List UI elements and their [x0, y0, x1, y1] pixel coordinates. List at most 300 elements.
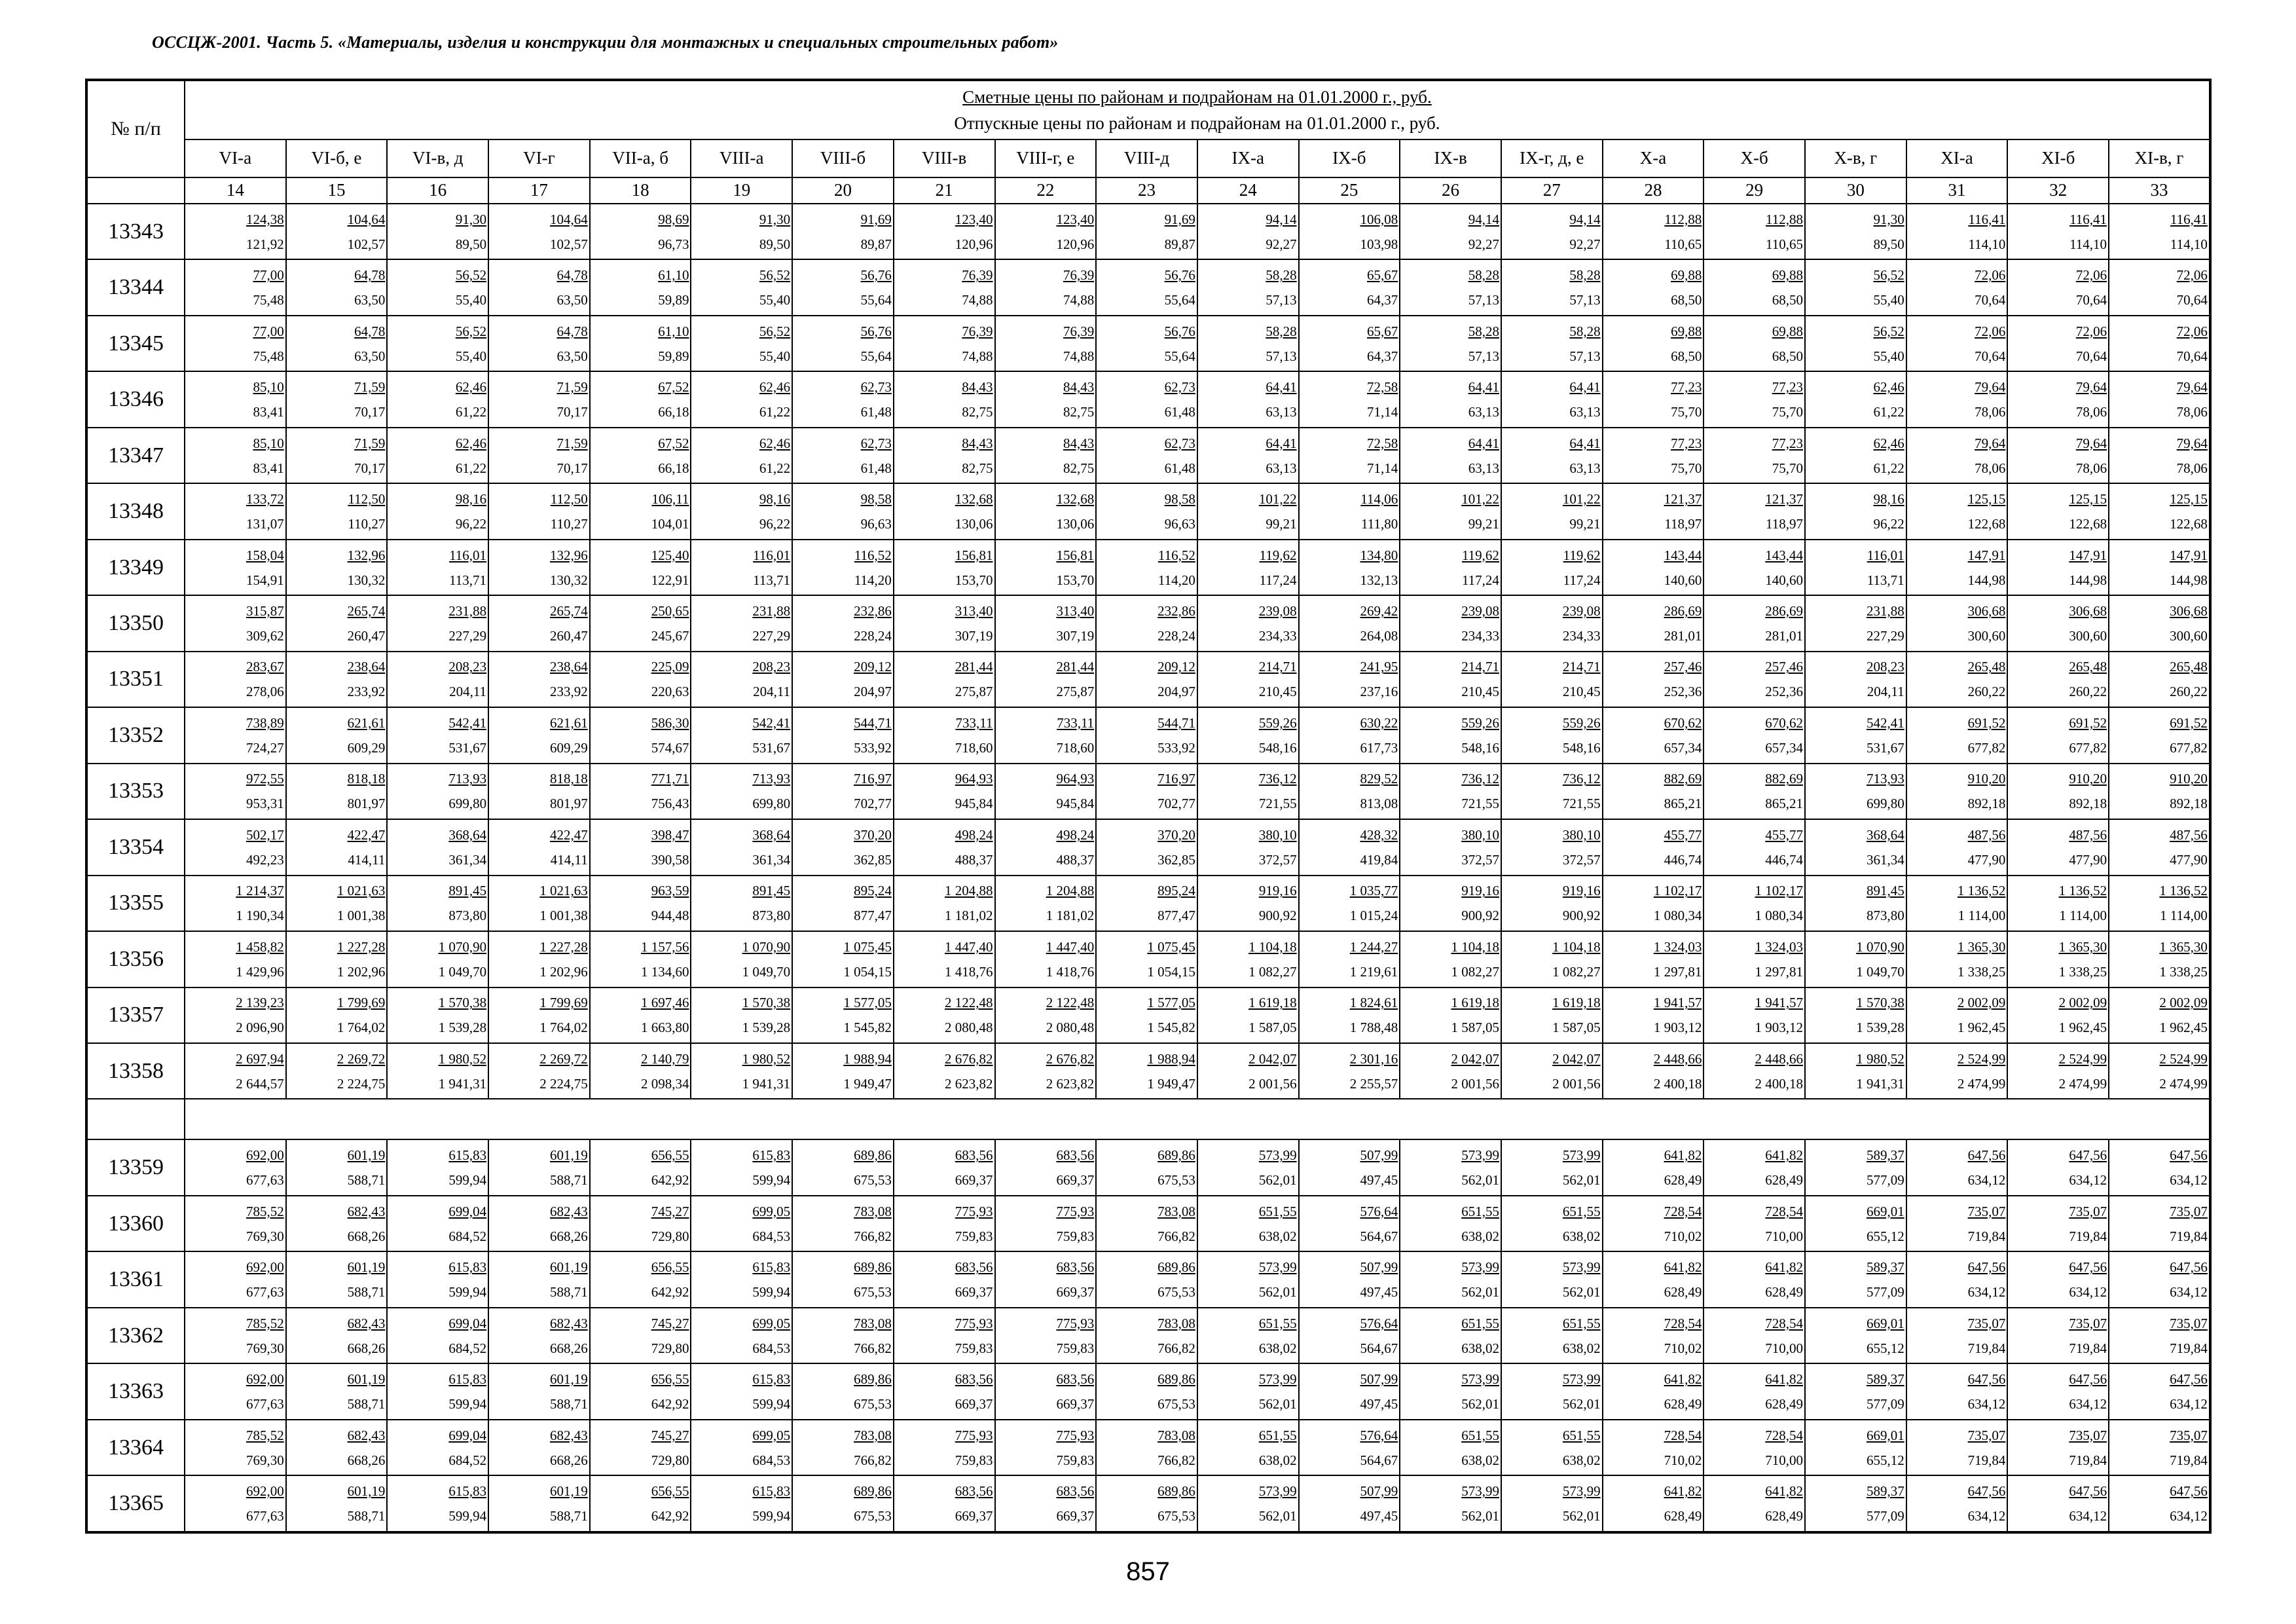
estimate-price: 84,43: [962, 435, 993, 451]
table-row: [86, 540, 2210, 595]
region-header: VIII-в: [894, 139, 995, 177]
estimate-price: 380,10: [1258, 826, 1297, 843]
release-price: 96,63: [1164, 516, 1195, 532]
price-cell: [1704, 1196, 1805, 1251]
estimate-price: 735,07: [2170, 1315, 2208, 1331]
release-price: 638,02: [1461, 1340, 1499, 1356]
estimate-price: 1 204,88: [945, 883, 993, 899]
estimate-price: 656,55: [651, 1371, 689, 1388]
table-row: [86, 1251, 2210, 1307]
release-price: 533,92: [1157, 739, 1195, 756]
release-price: 372,57: [1562, 851, 1601, 868]
release-price: 278,06: [246, 684, 284, 700]
release-price: 111,80: [1361, 516, 1398, 532]
estimate-price: 1 021,63: [539, 883, 588, 899]
price-cell: [2007, 428, 2109, 483]
release-price: 113,71: [1867, 572, 1904, 588]
price-cell: [2109, 428, 2210, 483]
column-number: 22: [995, 177, 1097, 204]
estimate-price: 158,04: [246, 547, 284, 563]
release-price: 233,92: [550, 684, 588, 700]
estimate-price: 62,73: [1164, 435, 1195, 451]
release-price: 577,09: [1866, 1396, 1904, 1412]
estimate-price: 487,56: [2069, 826, 2107, 843]
release-price: 669,37: [955, 1172, 993, 1189]
release-price: 657,34: [1765, 739, 1803, 756]
price-cell: [1501, 316, 1603, 371]
price-cell: [1805, 876, 1906, 931]
price-cell: [590, 371, 691, 427]
item-code: 13365: [86, 1475, 185, 1532]
price-cell: [1197, 1420, 1299, 1475]
release-price: 102,57: [347, 236, 386, 252]
item-code: 13363: [86, 1363, 185, 1419]
region-header: VIII-а: [691, 139, 792, 177]
estimate-price: 1 570,38: [742, 995, 791, 1011]
estimate-price: 589,37: [1866, 1147, 1904, 1164]
price-cell: [1299, 204, 1400, 259]
price-cell: [1501, 1420, 1603, 1475]
release-price: 638,02: [1562, 1228, 1601, 1244]
price-cell: [1603, 1475, 1704, 1532]
price-cell: [1805, 259, 1906, 315]
price-cell: [995, 1475, 1097, 1532]
release-price: 628,49: [1765, 1508, 1803, 1524]
price-cell: [488, 428, 590, 483]
release-price: 362,85: [854, 851, 892, 868]
estimate-price: 72,58: [1367, 379, 1398, 396]
estimate-price: 64,78: [556, 323, 588, 339]
price-cell: [691, 1420, 792, 1475]
release-price: 210,45: [1461, 684, 1499, 700]
release-price: 729,80: [651, 1228, 689, 1244]
estimate-price: 119,62: [1563, 547, 1601, 563]
release-price: 82,75: [1063, 404, 1095, 420]
price-cell: [1906, 540, 2008, 595]
table-row: [86, 876, 2210, 931]
price-cell: [387, 595, 488, 651]
price-cell: [1501, 1308, 1603, 1363]
price-cell: [691, 1139, 792, 1195]
estimate-price: 785,52: [246, 1315, 284, 1331]
price-cell: [2007, 1043, 2109, 1099]
estimate-price: 62,73: [1164, 379, 1195, 396]
release-price: 488,37: [1056, 851, 1095, 868]
price-cell: [2109, 371, 2210, 427]
release-price: 2 224,75: [337, 1075, 386, 1092]
release-price: 1 114,00: [2160, 908, 2208, 924]
release-price: 64,37: [1367, 348, 1398, 364]
price-cell: [995, 1196, 1097, 1251]
release-price: 99,21: [1569, 516, 1601, 532]
release-price: 61,48: [860, 460, 892, 476]
estimate-price: 370,20: [1157, 826, 1195, 843]
estimate-price: 2 042,07: [1248, 1050, 1297, 1067]
estimate-price: 1 697,46: [640, 995, 689, 1011]
estimate-price: 71,59: [556, 379, 588, 396]
estimate-price: 225,09: [651, 659, 689, 675]
price-cell: [286, 1363, 388, 1419]
price-cell: [185, 483, 286, 539]
release-price: 634,12: [2069, 1284, 2107, 1301]
table-row: [86, 1196, 2210, 1251]
estimate-price: 641,82: [1765, 1483, 1803, 1500]
price-cell: [1906, 707, 2008, 763]
estimate-price: 670,62: [1765, 714, 1803, 731]
price-cell: [894, 540, 995, 595]
release-price: 634,12: [2170, 1508, 2208, 1524]
estimate-price: 1 102,17: [1755, 883, 1803, 899]
estimate-price: 689,86: [1157, 1259, 1195, 1276]
price-cell: [1400, 1363, 1501, 1419]
price-cell: [1299, 1251, 1400, 1307]
estimate-price: 98,69: [658, 211, 689, 227]
running-header: ОССЦЖ-2001. Часть 5. «Материалы, изделия и конструкции для монтажных и специальных строительных работ»: [152, 33, 1059, 52]
estimate-price: 692,00: [246, 1483, 284, 1500]
item-code: 13352: [86, 707, 185, 763]
release-price: 638,02: [1258, 1228, 1297, 1244]
estimate-price: 1 365,30: [2058, 938, 2107, 955]
estimate-price: 114,06: [1360, 491, 1398, 507]
estimate-price: 67,52: [658, 435, 689, 451]
price-cell: [286, 1420, 388, 1475]
price-cell: [792, 1196, 894, 1251]
release-price: 865,21: [1664, 796, 1702, 812]
release-price: 759,83: [955, 1228, 993, 1244]
release-price: 309,62: [246, 627, 284, 644]
price-cell: [1906, 1139, 2008, 1195]
estimate-price: 116,52: [854, 547, 892, 563]
price-cell: [995, 876, 1097, 931]
release-price: 710,00: [1765, 1340, 1803, 1356]
price-cell: [995, 595, 1097, 651]
release-price: 61,48: [1164, 404, 1195, 420]
release-price: 634,12: [1967, 1508, 2006, 1524]
estimate-price: 683,56: [1056, 1259, 1095, 1276]
estimate-price: 891,45: [752, 883, 791, 899]
release-price: 634,12: [1967, 1396, 2006, 1412]
release-price: 668,26: [550, 1340, 588, 1356]
price-cell: [792, 371, 894, 427]
release-price: 628,49: [1664, 1172, 1702, 1189]
price-cell: [185, 1251, 286, 1307]
release-price: 588,71: [550, 1508, 588, 1524]
estimate-price: 651,55: [1258, 1315, 1297, 1331]
price-cell: [1400, 259, 1501, 315]
release-price: 599,94: [448, 1508, 487, 1524]
release-price: 2 001,56: [1451, 1075, 1499, 1092]
estimate-price: 589,37: [1866, 1259, 1904, 1276]
estimate-price: 116,41: [1968, 211, 2006, 227]
price-cell: [1704, 1043, 1805, 1099]
release-price: 132,13: [1360, 572, 1398, 588]
price-cell: [488, 1139, 590, 1195]
release-price: 68,50: [1772, 292, 1803, 308]
release-price: 57,13: [1569, 292, 1601, 308]
estimate-price: 615,83: [448, 1259, 487, 1276]
release-price: 140,60: [1664, 572, 1702, 588]
release-price: 766,82: [854, 1452, 892, 1468]
price-cell: [185, 1420, 286, 1475]
price-cell: [286, 483, 388, 539]
price-cell: [1400, 1139, 1501, 1195]
release-price: 220,63: [651, 684, 689, 700]
price-cell: [1603, 931, 1704, 987]
release-price: 96,22: [455, 516, 487, 532]
estimate-price: 56,52: [455, 267, 487, 284]
estimate-price: 487,56: [2170, 826, 2208, 843]
estimate-price: 2 139,23: [236, 995, 284, 1011]
price-cell: [995, 1363, 1097, 1419]
estimate-price: 647,56: [1967, 1483, 2006, 1500]
price-cell: [1197, 652, 1299, 707]
estimate-price: 559,26: [1258, 714, 1297, 731]
price-cell: [286, 259, 388, 315]
estimate-price: 919,16: [1258, 883, 1297, 899]
item-code: 13346: [86, 371, 185, 427]
estimate-price: 573,99: [1258, 1259, 1297, 1276]
release-price: 668,26: [347, 1228, 386, 1244]
table-row: [86, 931, 2210, 987]
release-price: 89,87: [860, 236, 892, 252]
estimate-price: 573,99: [1562, 1483, 1601, 1500]
release-price: 564,67: [1360, 1228, 1398, 1244]
price-cell: [1603, 764, 1704, 819]
estimate-price: 1 577,05: [1147, 995, 1195, 1011]
release-price: 492,23: [246, 851, 284, 868]
release-price: 609,29: [347, 739, 386, 756]
estimate-price: 895,24: [854, 883, 892, 899]
price-cell: [1096, 1363, 1197, 1419]
num-header: № п/п: [86, 80, 185, 177]
release-price: 70,64: [1975, 292, 2006, 308]
price-cell: [387, 652, 488, 707]
price-cell: [1805, 1308, 1906, 1363]
price-cell: [894, 1196, 995, 1251]
price-cell: [1805, 540, 1906, 595]
release-price: 1 001,38: [539, 908, 588, 924]
release-price: 307,19: [955, 627, 993, 644]
release-price: 759,83: [1056, 1340, 1095, 1356]
price-cell: [995, 1308, 1097, 1363]
estimate-price: 683,56: [1056, 1371, 1095, 1388]
release-price: 562,01: [1461, 1396, 1499, 1412]
release-price: 92,27: [1569, 236, 1601, 252]
estimate-price: 589,37: [1866, 1483, 1904, 1500]
release-price: 75,70: [1772, 460, 1803, 476]
release-price: 92,27: [1468, 236, 1499, 252]
estimate-price: 132,96: [550, 547, 588, 563]
estimate-price: 559,26: [1461, 714, 1499, 731]
estimate-price: 65,67: [1367, 323, 1398, 339]
estimate-price: 58,28: [1266, 267, 1297, 284]
price-cell: [1906, 595, 2008, 651]
price-cell: [1096, 428, 1197, 483]
estimate-price: 647,56: [1967, 1147, 2006, 1164]
price-cell: [488, 876, 590, 931]
estimate-price: 783,08: [854, 1315, 892, 1331]
price-cell: [488, 316, 590, 371]
price-cell: [2109, 316, 2210, 371]
estimate-price: 265,48: [1967, 659, 2006, 675]
release-price: 63,50: [354, 348, 386, 364]
price-cell: [387, 1251, 488, 1307]
release-price: 669,37: [1056, 1284, 1095, 1301]
release-price: 1 941,31: [438, 1075, 487, 1092]
release-price: 1 080,34: [1755, 908, 1803, 924]
estimate-price: 2 042,07: [1451, 1050, 1499, 1067]
section-separator-row: [86, 1099, 2210, 1139]
release-price: 1 903,12: [1755, 1020, 1803, 1036]
release-price: 1 764,02: [539, 1020, 588, 1036]
release-price: 1 049,70: [1856, 963, 1904, 980]
estimate-price: 818,18: [550, 771, 588, 787]
release-price: 497,45: [1360, 1172, 1398, 1189]
price-cell: [286, 819, 388, 875]
release-price: 877,47: [854, 908, 892, 924]
estimate-price: 62,73: [860, 379, 892, 396]
item-code: 13349: [86, 540, 185, 595]
estimate-price: 641,82: [1765, 1371, 1803, 1388]
estimate-price: 91,69: [1164, 211, 1195, 227]
estimate-price: 61,10: [658, 267, 689, 284]
estimate-price: 2 042,07: [1552, 1050, 1601, 1067]
release-price: 1 941,31: [1856, 1075, 1904, 1092]
estimate-price: 455,77: [1664, 826, 1702, 843]
release-price: 61,22: [455, 460, 487, 476]
release-price: 264,08: [1360, 627, 1398, 644]
price-cell: [995, 428, 1097, 483]
estimate-price: 1 988,94: [1147, 1050, 1195, 1067]
release-price: 233,92: [347, 684, 386, 700]
release-price: 588,71: [347, 1508, 386, 1524]
release-price: 99,21: [1468, 516, 1499, 532]
release-price: 1 788,48: [1349, 1020, 1398, 1036]
release-price: 1 949,47: [843, 1075, 892, 1092]
estimate-price: 1 458,82: [236, 938, 284, 955]
estimate-price: 112,88: [1664, 211, 1702, 227]
release-price: 70,64: [2075, 292, 2107, 308]
release-price: 699,80: [752, 796, 791, 812]
release-price: 144,98: [2069, 572, 2107, 588]
price-cell: [1501, 1475, 1603, 1532]
region-header: VI-а: [185, 139, 286, 177]
release-price: 638,02: [1258, 1452, 1297, 1468]
release-price: 118,97: [1664, 516, 1702, 532]
estimate-price: 209,12: [1157, 659, 1195, 675]
price-cell: [1299, 1420, 1400, 1475]
price-cell: [1704, 987, 1805, 1043]
estimate-price: 1 104,18: [1451, 938, 1499, 955]
table-row: [86, 764, 2210, 819]
release-price: 1 587,05: [1248, 1020, 1297, 1036]
estimate-price: 630,22: [1360, 714, 1398, 731]
price-cell: [1096, 1475, 1197, 1532]
price-cell: [185, 371, 286, 427]
price-cell: [185, 876, 286, 931]
release-price: 2 096,90: [236, 1020, 284, 1036]
release-price: 719,84: [2069, 1228, 2107, 1244]
price-cell: [1501, 931, 1603, 987]
price-cell: [590, 595, 691, 651]
release-price: 1 663,80: [640, 1020, 689, 1036]
page-number: 857: [1126, 1557, 1170, 1586]
estimate-price: 1 204,88: [1046, 883, 1095, 899]
estimate-price: 963,59: [651, 883, 689, 899]
price-cell: [1906, 371, 2008, 427]
estimate-price: 106,11: [651, 491, 689, 507]
column-number: 32: [2007, 177, 2109, 204]
region-header: VI-б, е: [286, 139, 388, 177]
price-cell: [1197, 371, 1299, 427]
estimate-price: 683,56: [955, 1259, 993, 1276]
release-price: 669,37: [1056, 1172, 1095, 1189]
price-cell: [1299, 1196, 1400, 1251]
price-cell: [1906, 316, 2008, 371]
table-row: [86, 316, 2210, 371]
price-cell: [2007, 1363, 2109, 1419]
estimate-price: 651,55: [1461, 1203, 1499, 1219]
price-cell: [1805, 819, 1906, 875]
estimate-price: 2 448,66: [1755, 1050, 1803, 1067]
release-price: 628,49: [1664, 1284, 1702, 1301]
price-cell: [792, 1363, 894, 1419]
price-cell: [590, 1420, 691, 1475]
price-cell: [1299, 316, 1400, 371]
price-cell: [488, 1308, 590, 1363]
estimate-price: 121,37: [1765, 491, 1803, 507]
release-price: 153,70: [1056, 572, 1095, 588]
release-price: 260,47: [347, 627, 386, 644]
release-price: 71,14: [1367, 460, 1398, 476]
estimate-price: 1 035,77: [1349, 883, 1398, 899]
price-cell: [2109, 1363, 2210, 1419]
price-cell: [1096, 540, 1197, 595]
price-cell: [185, 259, 286, 315]
estimate-price: 573,99: [1562, 1259, 1601, 1276]
price-cell: [185, 316, 286, 371]
estimate-price: 64,41: [1266, 379, 1297, 396]
estimate-price: 573,99: [1562, 1147, 1601, 1164]
price-cell: [1805, 652, 1906, 707]
price-cell: [590, 1043, 691, 1099]
estimate-price: 368,64: [1866, 826, 1904, 843]
release-price: 70,64: [2176, 292, 2208, 308]
release-price: 61,22: [759, 460, 791, 476]
estimate-price: 64,41: [1569, 435, 1601, 451]
price-cell: [286, 371, 388, 427]
price-cell: [1805, 1251, 1906, 1307]
estimate-price: 98,58: [1164, 491, 1195, 507]
price-cell: [387, 819, 488, 875]
release-price: 634,12: [2069, 1396, 2107, 1412]
release-price: 675,53: [1157, 1172, 1195, 1189]
estimate-price: 699,04: [448, 1315, 487, 1331]
price-cell: [2007, 1308, 2109, 1363]
release-price: 74,88: [1063, 292, 1095, 308]
price-cell: [1197, 595, 1299, 651]
release-price: 684,53: [752, 1340, 791, 1356]
price-cell: [286, 1308, 388, 1363]
estimate-price: 647,56: [1967, 1371, 2006, 1388]
estimate-price: 647,56: [2069, 1147, 2107, 1164]
price-cell: [691, 316, 792, 371]
release-price: 1 949,47: [1147, 1075, 1195, 1092]
price-cell: [1501, 987, 1603, 1043]
estimate-price: 1 227,28: [337, 938, 386, 955]
estimate-price: 2 140,79: [640, 1050, 689, 1067]
estimate-price: 621,61: [550, 714, 588, 731]
